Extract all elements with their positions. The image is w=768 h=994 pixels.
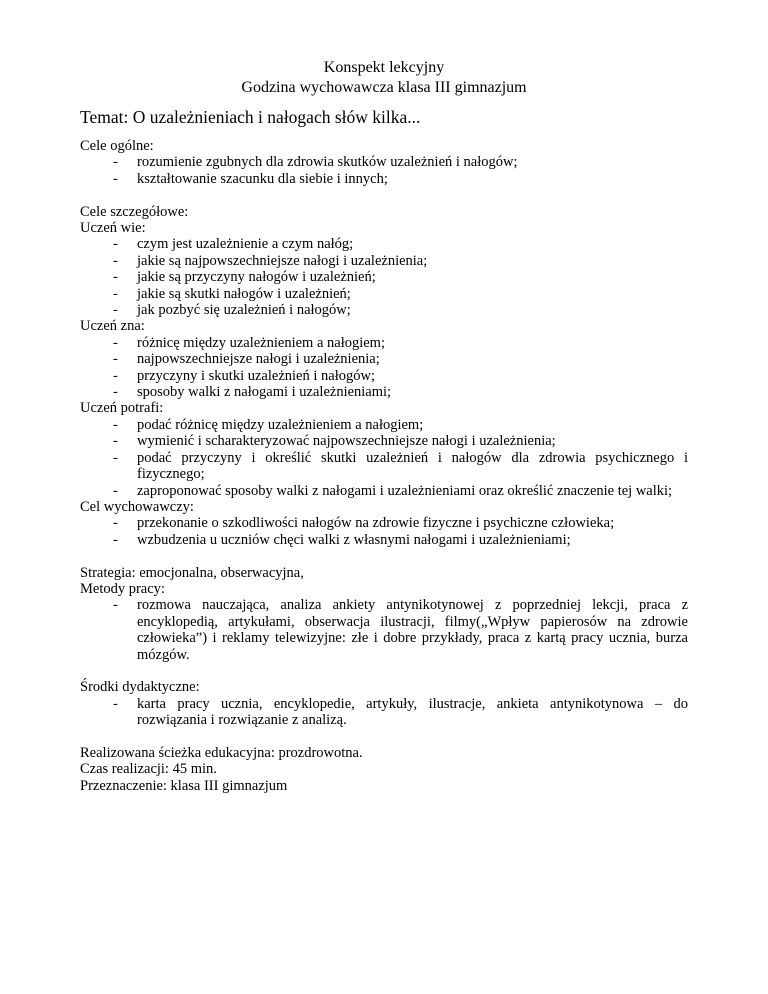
list-item: - podać różnicę między uzależnieniem a nałogiem;: [80, 417, 688, 433]
spacer: [80, 548, 688, 564]
duration: Czas realizacji: 45 min.: [80, 761, 217, 778]
section-heading: Środki dydaktyczne:: [80, 679, 200, 696]
dash-list: [80, 515, 688, 548]
lesson-topic: Temat: O uzależnieniach i nałogach słów kilka...: [80, 107, 421, 127]
list-item: - jak pozbyć się uzależnień i nałogów;: [80, 302, 688, 318]
list-item: - przekonanie o szkodliwości nałogów na zdrowie fizyczne i psychiczne człowieka;: [80, 515, 688, 531]
dash-list: [80, 335, 688, 401]
list-item: - sposoby walki z nałogami i uzależnieniami;: [80, 384, 688, 400]
list-item: - kształtowanie szacunku dla siebie i innych;: [80, 171, 688, 187]
list-item: - karta pracy ucznia, encyklopedie, artykuły, ilustracje, ankieta antynikotynowa – do rozwiązania i rozwiązanie z analizą.: [80, 696, 688, 729]
list-item: - jakie są przyczyny nałogów i uzależnień;: [80, 269, 688, 285]
section-heading: Cele szczegółowe:: [80, 203, 189, 220]
list-item: - czym jest uzależnienie a czym nałóg;: [80, 236, 688, 252]
list-item: - wymienić i scharakteryzować najpowszechniejsze nałogi i uzależnienia;: [80, 433, 688, 449]
methods-section: [80, 565, 688, 663]
spacer: [80, 729, 688, 745]
section-heading: Metody pracy:: [80, 580, 165, 597]
list-item: - jakie są najpowszechniejsze nałogi i uzależnienia;: [80, 253, 688, 269]
dash-list: [80, 597, 688, 663]
list-item: - rozmowa nauczająca, analiza ankiety antynikotynowej z poprzedniej lekcji, praca z encyklopedią, artykułami, obserwacja ilustracji, filmy(„Wpływ papierosów na zdrowie człowieka”) i reklamy telewizyjne: złe i dobre przykłady, praca z kartą pracy ucznia, burza mózgów.: [80, 597, 688, 663]
subsection-heading: Cel wychowawczy:: [80, 498, 194, 515]
list-item: - rozumienie zgubnych dla zdrowia skutków uzależnień i nałogów;: [80, 154, 688, 170]
list-item: - różnicę między uzależnieniem a nałogiem;: [80, 335, 688, 351]
spacer: [80, 663, 688, 679]
dash-list: [80, 154, 688, 187]
subsection-heading: Uczeń potrafi:: [80, 400, 164, 417]
specific-goals-section: [80, 204, 688, 549]
list-item: - zaproponować sposoby walki z nałogami i uzależnieniami oraz określić znaczenie tej walki;: [80, 483, 688, 499]
didactic-means-section: [80, 679, 688, 728]
strategy-line: Strategia: emocjonalna, obserwacyjna,: [80, 564, 304, 581]
subsection-heading: Uczeń wie:: [80, 220, 146, 237]
list-item: - podać przyczyny i określić skutki uzależnień i nałogów dla zdrowia psychicznego i fizycznego;: [80, 450, 688, 483]
educational-path: Realizowana ścieżka edukacyjna: prozdrowotna.: [80, 744, 363, 761]
footer-section: [80, 745, 688, 794]
list-item: - przyczyny i skutki uzależnień i nałogów;: [80, 368, 688, 384]
dash-list: [80, 236, 688, 318]
general-goals-section: [80, 138, 688, 187]
list-item: - wzbudzenia u uczniów chęci walki z własnymi nałogami i uzależnieniami;: [80, 532, 688, 548]
subsection-heading: Uczeń zna:: [80, 318, 145, 335]
section-heading: Cele ogólne:: [80, 138, 154, 154]
dash-list: [80, 696, 688, 729]
spacer: [80, 187, 688, 203]
document-header: [80, 58, 688, 97]
document-title: Konspekt lekcyjny: [323, 59, 445, 76]
list-item: - jakie są skutki nałogów i uzależnień;: [80, 286, 688, 302]
document-page: [80, 58, 688, 794]
document-subtitle: Godzina wychowawcza klasa III gimnazjum: [241, 78, 527, 96]
target-audience: Przeznaczenie: klasa III gimnazjum: [80, 777, 288, 794]
dash-list: [80, 417, 688, 499]
list-item: - najpowszechniejsze nałogi i uzależnienia;: [80, 351, 688, 367]
